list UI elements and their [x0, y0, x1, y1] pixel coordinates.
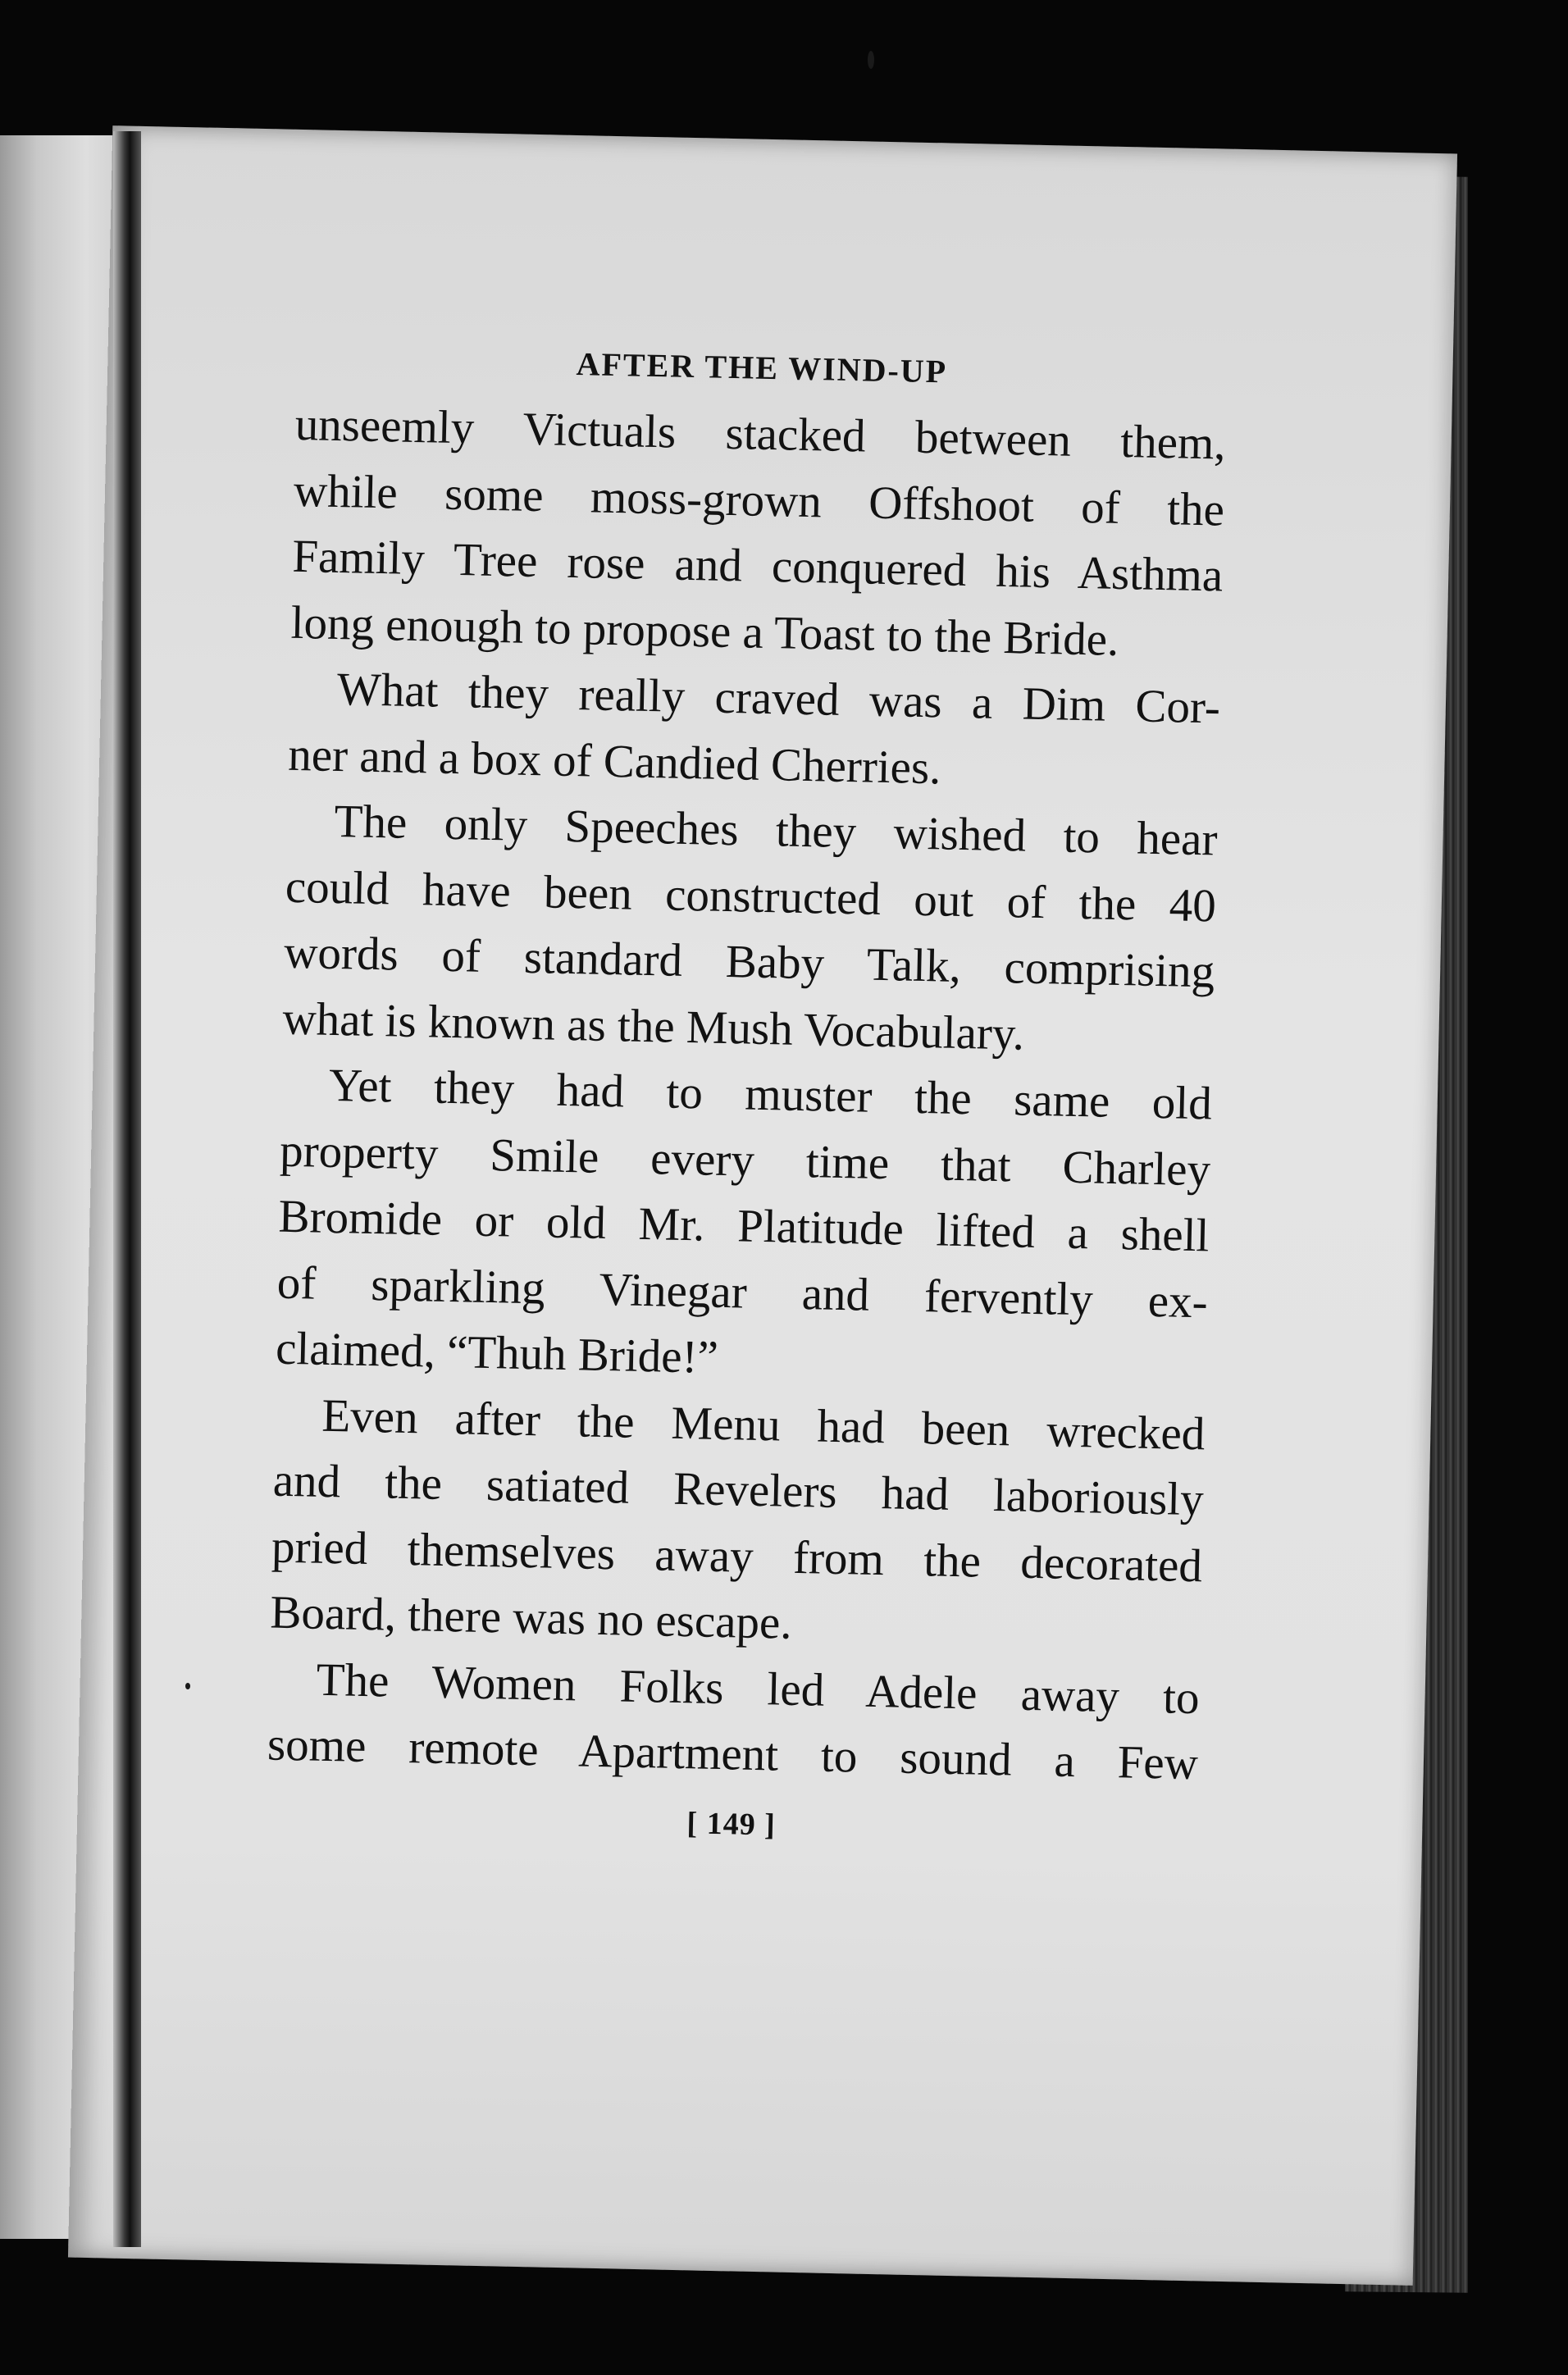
text-line: The only Speeches they wished to hear	[334, 795, 1219, 866]
text-line: property Smile every time that Charley	[279, 1124, 1211, 1196]
dust-speck	[185, 1683, 190, 1689]
text-line: unseemly Victuals stacked between them,	[294, 398, 1227, 470]
text-line: claimed, “Thuh Bride!”	[275, 1322, 719, 1384]
text-line: ner and a box of Candied Cherries.	[287, 728, 942, 794]
text-line: Yet they had to muster the same old	[328, 1059, 1213, 1130]
running-head: AFTER THE WIND-UP	[576, 345, 948, 390]
text-line: and the satiated Revelers had laboriously	[272, 1454, 1205, 1526]
text-line: long enough to propose a Toast to the Bride.	[290, 596, 1119, 666]
page-number: [ 149 ]	[686, 1805, 777, 1842]
text-line: what is known as the Mush Vocabulary.	[281, 992, 1025, 1060]
text-line: Family Tree rose and conquered his Asthma	[291, 530, 1224, 602]
text-line: pried themselves away from the decorated	[271, 1520, 1203, 1592]
book-page	[68, 125, 1457, 2286]
text-line: The Women Folks led Adele away to	[316, 1653, 1201, 1724]
text-line: while some moss-grown Offshoot of the	[293, 464, 1225, 536]
text-line: What they really craved was a Dim Cor-	[336, 663, 1221, 734]
text-line: Even after the Menu had been wrecked	[321, 1389, 1206, 1460]
text-line: Bromide or old Mr. Platitude lifted a shell	[277, 1190, 1210, 1262]
text-line: could have been constructed out of the 40	[285, 860, 1217, 932]
text-line: Board, there was no escape.	[269, 1586, 793, 1649]
text-line: words of standard Baby Talk, comprising	[283, 926, 1215, 998]
book-gutter	[113, 131, 141, 2247]
text-line: of sparkling Vinegar and fervently ex-	[276, 1256, 1209, 1328]
text-line: some remote Apartment to sound a Few	[267, 1718, 1199, 1790]
dust-speck	[868, 51, 874, 69]
text-block	[266, 339, 1228, 1852]
